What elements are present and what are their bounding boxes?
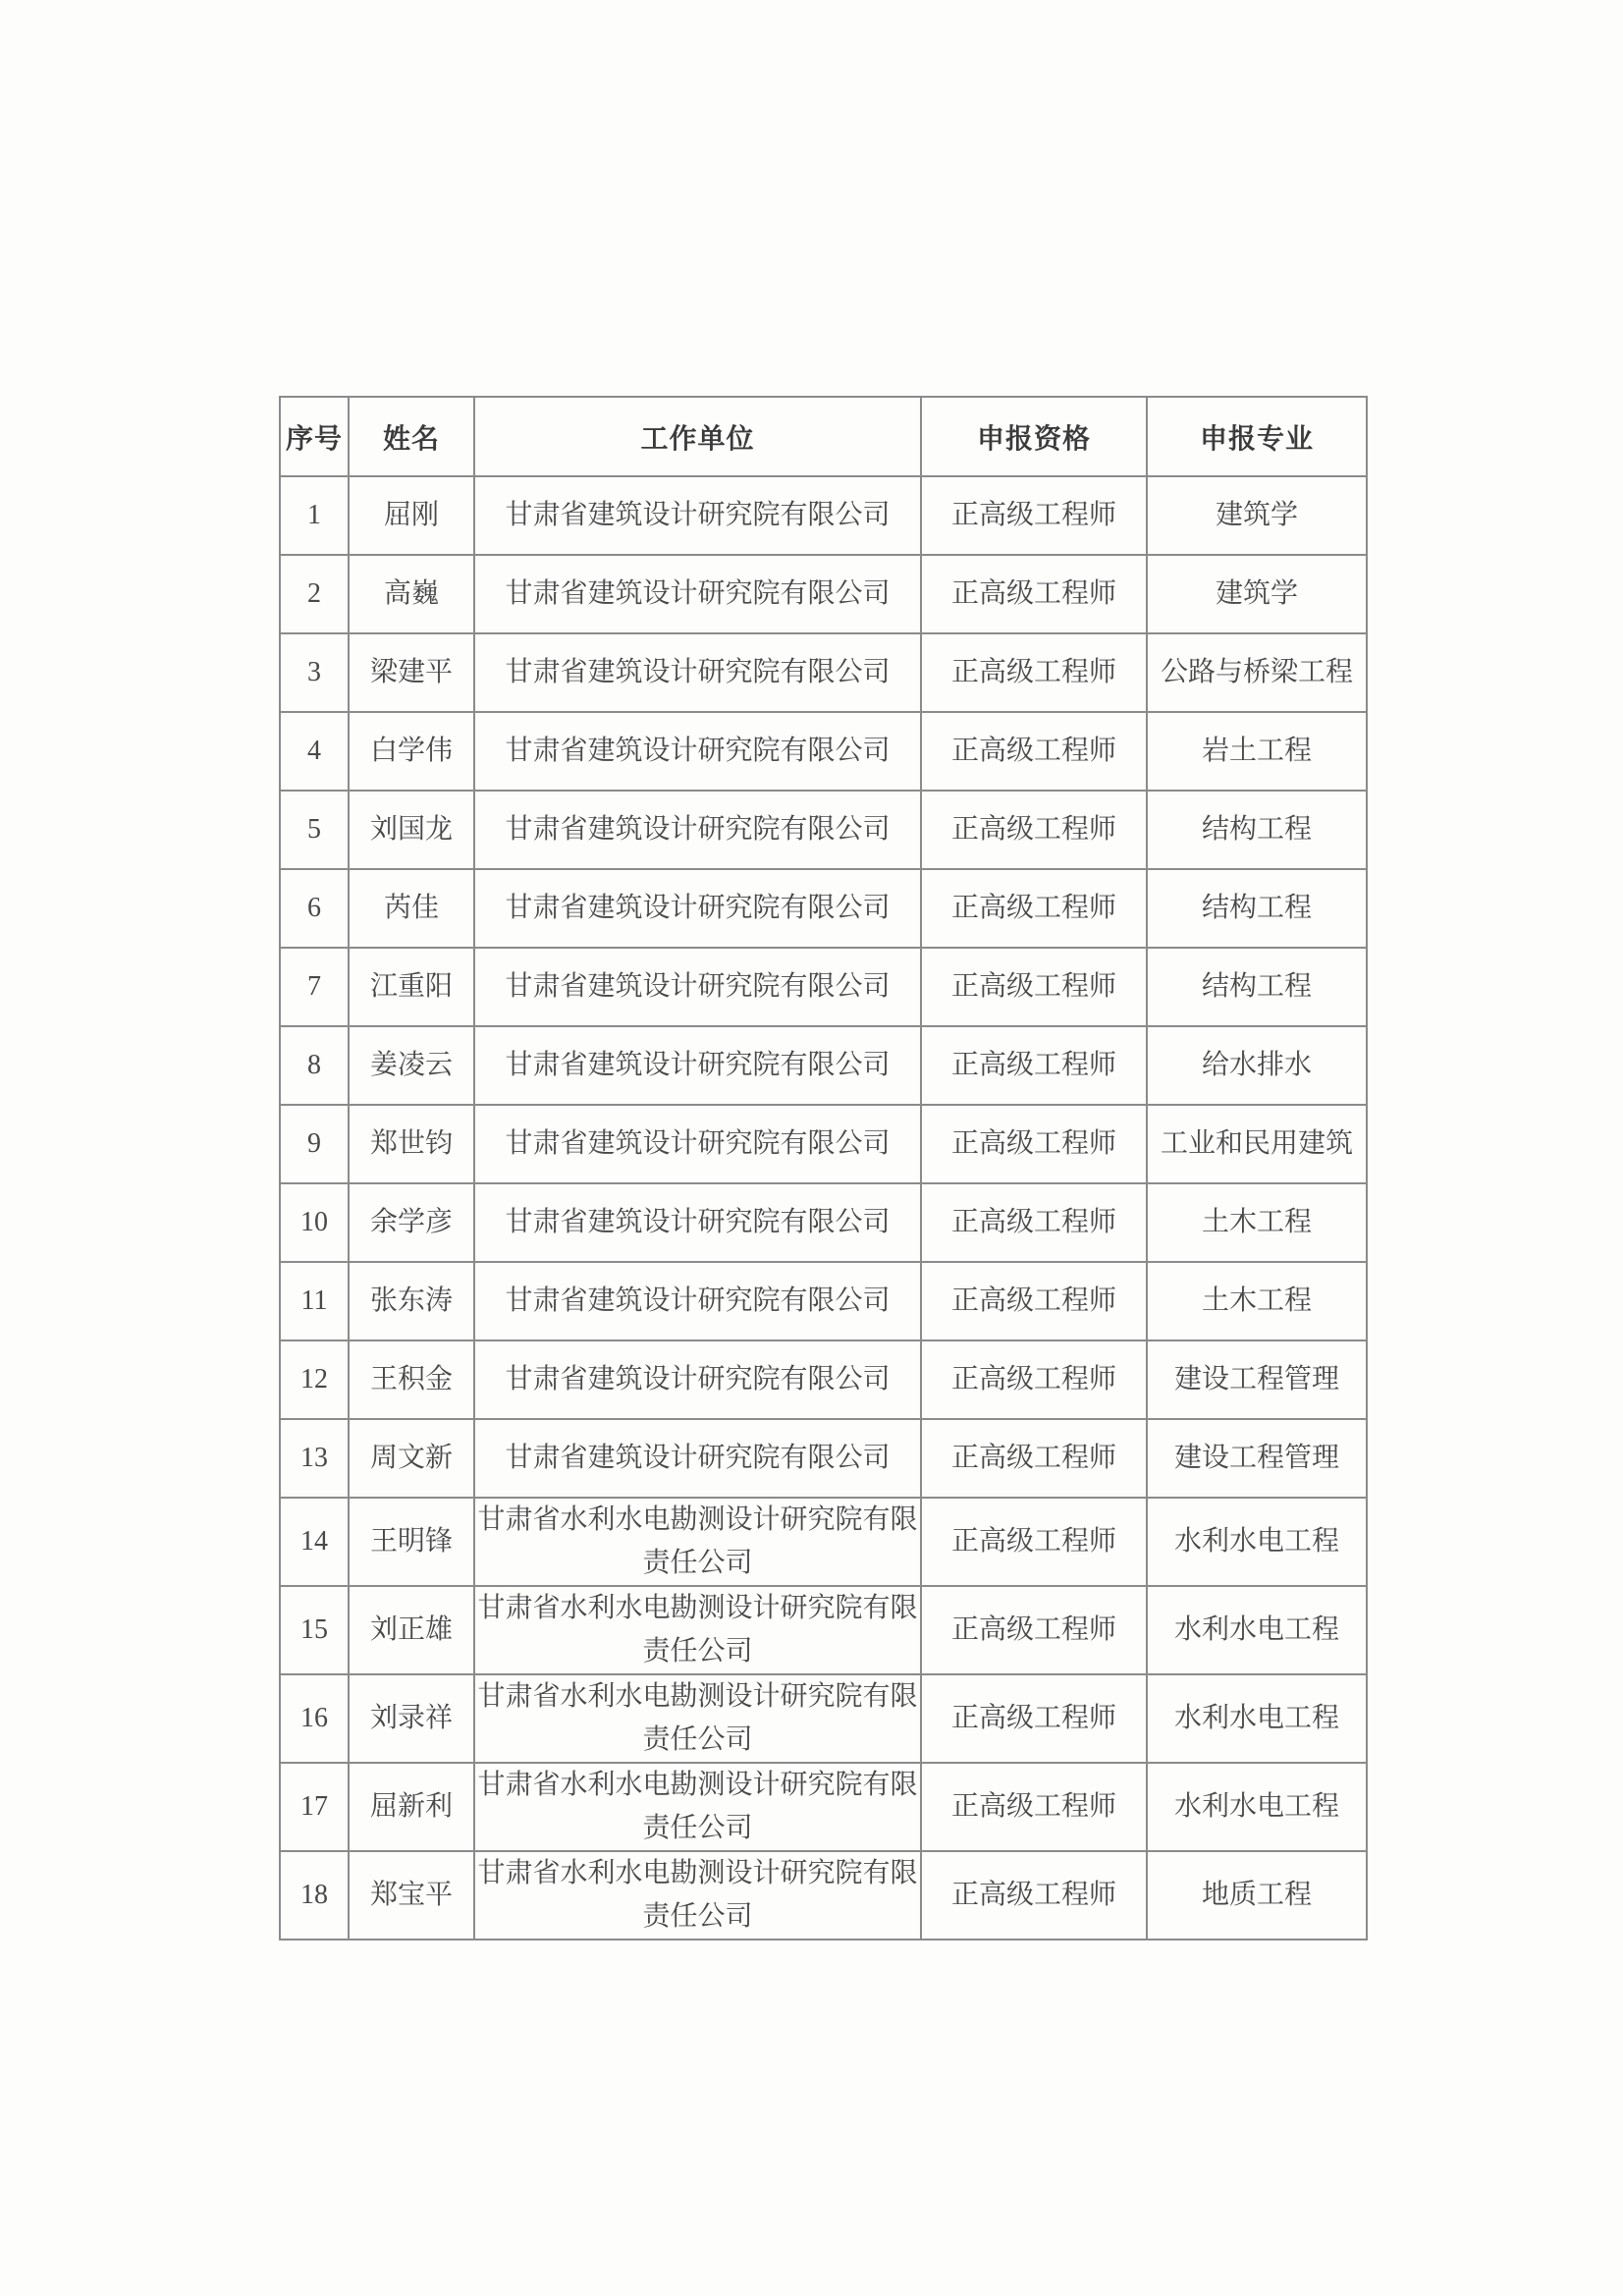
cell-no: 13 — [280, 1419, 349, 1498]
header-cell-unit: 工作单位 — [474, 397, 921, 476]
cell-name: 王积金 — [349, 1340, 474, 1419]
cell-specialty: 结构工程 — [1147, 948, 1367, 1026]
cell-qualification: 正高级工程师 — [921, 1340, 1147, 1419]
cell-unit: 甘肃省建筑设计研究院有限公司 — [474, 712, 921, 791]
header-cell-name: 姓名 — [349, 397, 474, 476]
cell-unit: 甘肃省水利水电勘测设计研究院有限责任公司 — [474, 1498, 921, 1586]
personnel-table — [279, 396, 1368, 1941]
table-row — [280, 1262, 1367, 1340]
cell-specialty: 水利水电工程 — [1147, 1763, 1367, 1851]
table-row — [280, 1105, 1367, 1183]
table-row — [280, 1851, 1367, 1940]
cell-qualification: 正高级工程师 — [921, 1763, 1147, 1851]
cell-name: 屈刚 — [349, 476, 474, 555]
cell-qualification: 正高级工程师 — [921, 555, 1147, 633]
cell-name: 姜凌云 — [349, 1026, 474, 1105]
header-cell-qualification: 申报资格 — [921, 397, 1147, 476]
cell-no: 10 — [280, 1183, 349, 1262]
cell-specialty: 土木工程 — [1147, 1262, 1367, 1340]
cell-unit: 甘肃省建筑设计研究院有限公司 — [474, 791, 921, 869]
cell-unit: 甘肃省水利水电勘测设计研究院有限责任公司 — [474, 1763, 921, 1851]
table-row — [280, 476, 1367, 555]
cell-name: 芮佳 — [349, 869, 474, 948]
cell-qualification: 正高级工程师 — [921, 1586, 1147, 1674]
table-row — [280, 1498, 1367, 1586]
cell-unit: 甘肃省建筑设计研究院有限公司 — [474, 948, 921, 1026]
cell-unit: 甘肃省水利水电勘测设计研究院有限责任公司 — [474, 1851, 921, 1940]
table-row — [280, 1183, 1367, 1262]
cell-specialty: 水利水电工程 — [1147, 1674, 1367, 1763]
cell-specialty: 建设工程管理 — [1147, 1419, 1367, 1498]
table-row — [280, 555, 1367, 633]
cell-no: 6 — [280, 869, 349, 948]
cell-name: 刘录祥 — [349, 1674, 474, 1763]
cell-name: 梁建平 — [349, 633, 474, 712]
cell-specialty: 岩土工程 — [1147, 712, 1367, 791]
cell-name: 江重阳 — [349, 948, 474, 1026]
cell-unit: 甘肃省建筑设计研究院有限公司 — [474, 476, 921, 555]
cell-qualification: 正高级工程师 — [921, 1498, 1147, 1586]
cell-unit: 甘肃省建筑设计研究院有限公司 — [474, 633, 921, 712]
table-row — [280, 1674, 1367, 1763]
cell-unit: 甘肃省建筑设计研究院有限公司 — [474, 869, 921, 948]
cell-qualification: 正高级工程师 — [921, 1674, 1147, 1763]
cell-qualification: 正高级工程师 — [921, 633, 1147, 712]
cell-qualification: 正高级工程师 — [921, 1262, 1147, 1340]
table-row — [280, 948, 1367, 1026]
cell-name: 屈新利 — [349, 1763, 474, 1851]
cell-unit: 甘肃省建筑设计研究院有限公司 — [474, 1419, 921, 1498]
cell-no: 7 — [280, 948, 349, 1026]
cell-specialty: 水利水电工程 — [1147, 1498, 1367, 1586]
cell-no: 5 — [280, 791, 349, 869]
table-row — [280, 633, 1367, 712]
header-cell-specialty: 申报专业 — [1147, 397, 1367, 476]
table-row — [280, 1586, 1367, 1674]
header-cell-no: 序号 — [280, 397, 349, 476]
cell-specialty: 给水排水 — [1147, 1026, 1367, 1105]
cell-specialty: 工业和民用建筑 — [1147, 1105, 1367, 1183]
cell-qualification: 正高级工程师 — [921, 948, 1147, 1026]
table-row — [280, 1340, 1367, 1419]
cell-no: 4 — [280, 712, 349, 791]
table-row — [280, 712, 1367, 791]
cell-unit: 甘肃省建筑设计研究院有限公司 — [474, 1105, 921, 1183]
cell-unit: 甘肃省建筑设计研究院有限公司 — [474, 1183, 921, 1262]
cell-no: 9 — [280, 1105, 349, 1183]
cell-name: 刘国龙 — [349, 791, 474, 869]
cell-no: 16 — [280, 1674, 349, 1763]
cell-unit: 甘肃省建筑设计研究院有限公司 — [474, 1026, 921, 1105]
header-row — [280, 397, 1367, 476]
cell-no: 3 — [280, 633, 349, 712]
cell-name: 周文新 — [349, 1419, 474, 1498]
cell-no: 14 — [280, 1498, 349, 1586]
cell-qualification: 正高级工程师 — [921, 1419, 1147, 1498]
cell-qualification: 正高级工程师 — [921, 1026, 1147, 1105]
cell-unit: 甘肃省建筑设计研究院有限公司 — [474, 1262, 921, 1340]
table-row — [280, 791, 1367, 869]
table-row — [280, 869, 1367, 948]
cell-specialty: 结构工程 — [1147, 869, 1367, 948]
cell-no: 8 — [280, 1026, 349, 1105]
cell-name: 郑宝平 — [349, 1851, 474, 1940]
cell-specialty: 土木工程 — [1147, 1183, 1367, 1262]
cell-no: 12 — [280, 1340, 349, 1419]
cell-unit: 甘肃省水利水电勘测设计研究院有限责任公司 — [474, 1674, 921, 1763]
cell-qualification: 正高级工程师 — [921, 1105, 1147, 1183]
cell-name: 余学彦 — [349, 1183, 474, 1262]
cell-name: 白学伟 — [349, 712, 474, 791]
cell-qualification: 正高级工程师 — [921, 869, 1147, 948]
cell-no: 18 — [280, 1851, 349, 1940]
cell-unit: 甘肃省建筑设计研究院有限公司 — [474, 1340, 921, 1419]
cell-name: 张东涛 — [349, 1262, 474, 1340]
cell-unit: 甘肃省建筑设计研究院有限公司 — [474, 555, 921, 633]
cell-specialty: 地质工程 — [1147, 1851, 1367, 1940]
cell-specialty: 公路与桥梁工程 — [1147, 633, 1367, 712]
cell-no: 2 — [280, 555, 349, 633]
table-row — [280, 1763, 1367, 1851]
cell-name: 郑世钧 — [349, 1105, 474, 1183]
cell-specialty: 结构工程 — [1147, 791, 1367, 869]
table-row — [280, 1026, 1367, 1105]
cell-no: 15 — [280, 1586, 349, 1674]
cell-name: 高巍 — [349, 555, 474, 633]
cell-qualification: 正高级工程师 — [921, 712, 1147, 791]
cell-specialty: 建设工程管理 — [1147, 1340, 1367, 1419]
cell-specialty: 建筑学 — [1147, 476, 1367, 555]
cell-qualification: 正高级工程师 — [921, 1183, 1147, 1262]
cell-specialty: 建筑学 — [1147, 555, 1367, 633]
cell-no: 11 — [280, 1262, 349, 1340]
table-body — [280, 476, 1367, 1940]
cell-unit: 甘肃省水利水电勘测设计研究院有限责任公司 — [474, 1586, 921, 1674]
cell-qualification: 正高级工程师 — [921, 791, 1147, 869]
cell-name: 王明锋 — [349, 1498, 474, 1586]
cell-specialty: 水利水电工程 — [1147, 1586, 1367, 1674]
cell-no: 1 — [280, 476, 349, 555]
cell-no: 17 — [280, 1763, 349, 1851]
cell-qualification: 正高级工程师 — [921, 476, 1147, 555]
cell-qualification: 正高级工程师 — [921, 1851, 1147, 1940]
table-row — [280, 1419, 1367, 1498]
cell-name: 刘正雄 — [349, 1586, 474, 1674]
